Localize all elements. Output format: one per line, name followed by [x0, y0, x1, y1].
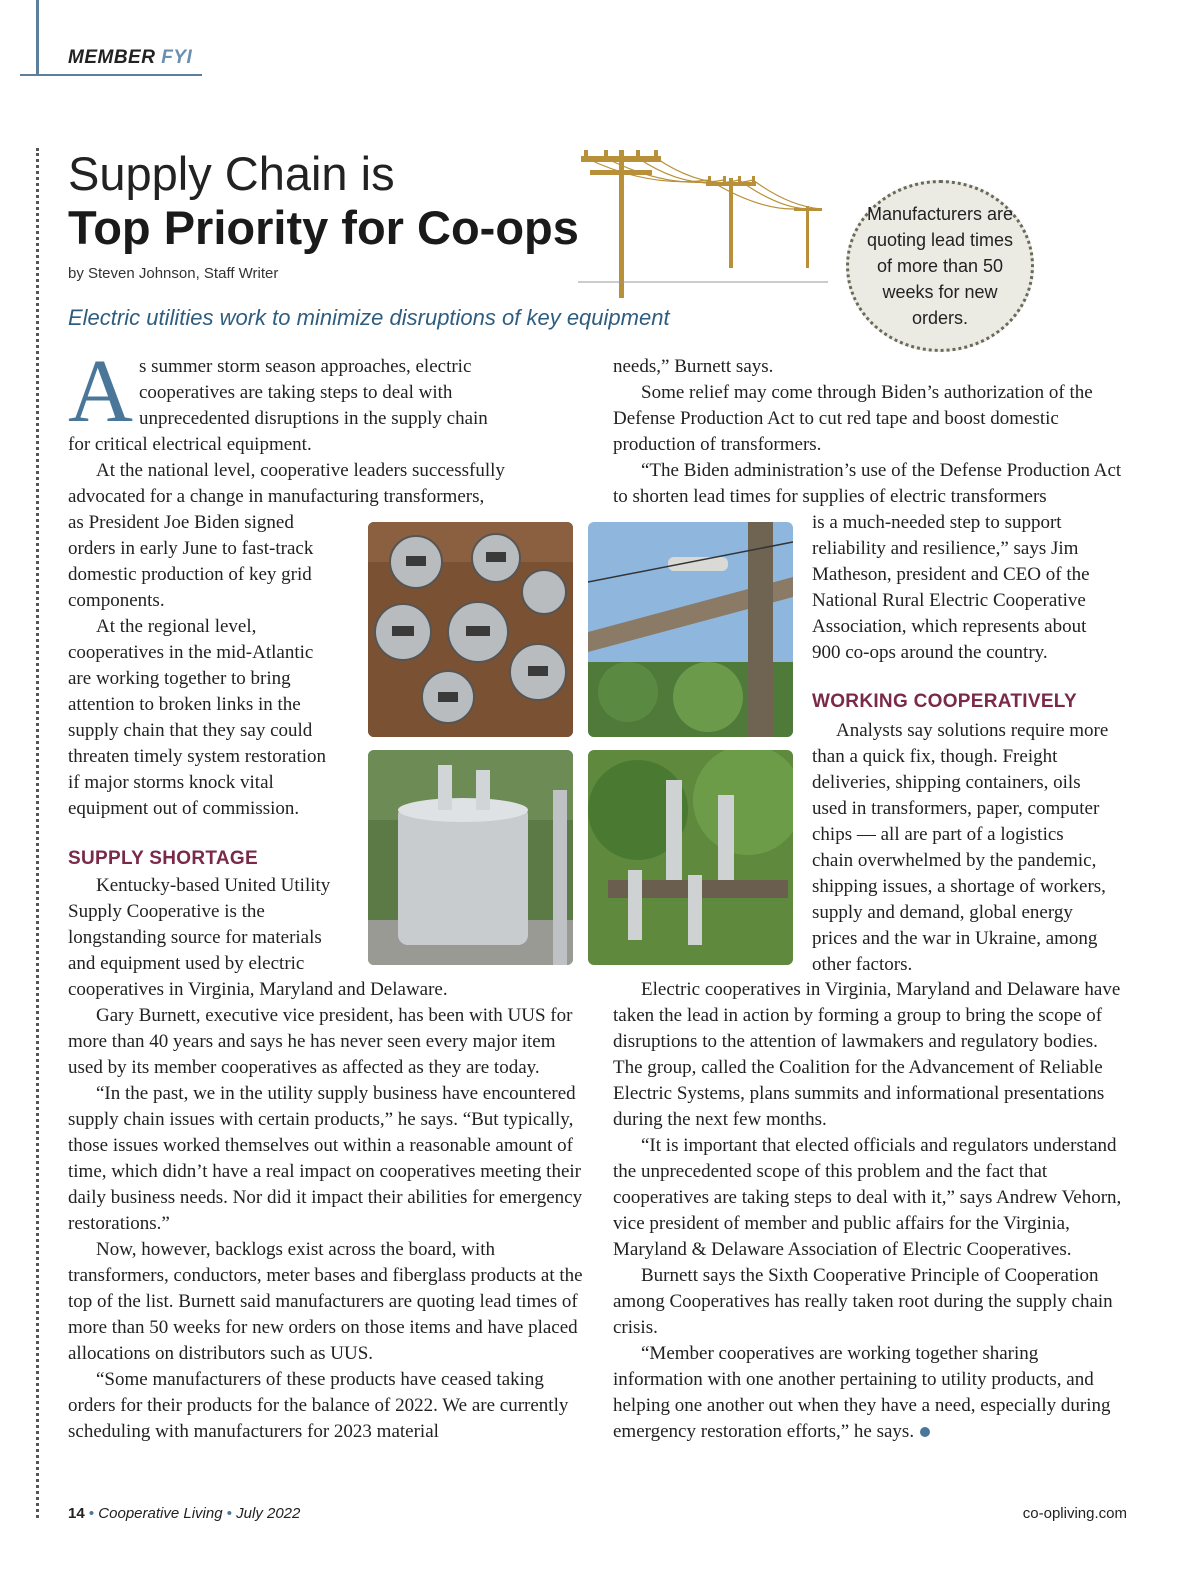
photo-utility-pole-crossarm: [588, 522, 793, 737]
column-1-wrap: as President Joe Biden signed orders in early June to fast-track domestic production of key grid components. At the regional level, cooperatives in the mid-Atlantic are working together to bring attention to broken links in the supply chain that they say could threaten timely system restoration if major storms knock vital equipment out of commission.: [68, 512, 327, 819]
paragraph: “In the past, we in the utility supply business have encountered supply chain issues with certain products,” he says. “But typically, those issues worked themselves out within a reasonable amount of time, which didn’t have a real impact on cooperatives meeting their daily business needs. Nor did it impact their abilities for emergency restorations.”: [68, 1083, 583, 1234]
paragraph: Some relief may come through Biden’s authorization of the Defense Production Act to cut red tape and boost domestic production of transformers.: [613, 382, 1093, 455]
left-dotted-rule: [36, 148, 39, 1518]
drop-cap: A: [68, 342, 133, 441]
paragraph: Gary Burnett, executive vice president, has been with UUS for more than 40 years and says he has never seen every major item used by its member cooperatives as affected as they are today.: [68, 1005, 573, 1078]
utility-poles-illustration: [578, 148, 838, 300]
header-rule-vertical: [36, 0, 39, 76]
section-heading-supply-shortage: SUPPLY SHORTAGE: [68, 848, 258, 869]
paragraph: Now, however, backlogs exist across the board, with transformers, conductors, meter bases and fiberglass products at the top of the list. Burnett said manufacturers are quoting lead times of more than 50 weeks for new orders on those items and have placed allocations on distributors such as UUS.: [68, 1239, 583, 1364]
headline-line-1: Supply Chain is: [68, 147, 395, 200]
column-1-top: [68, 432, 583, 510]
header-rule-horizontal: [20, 74, 202, 76]
paragraph: Electric cooperatives in Virginia, Maryland and Delaware have taken the lead in action by forming a group to bring the scope of disruptions to the attention of lawmakers and regulatory bodies. The group, called the Coalition for the Advancement of Reliable Electric Systems, plans summits and informational presentations during the next few months.: [613, 979, 1121, 1130]
lead-paragraph-indented: s summer storm season approaches, electric cooperatives are taking steps to deal with unprecedented disruptions in the supply chain: [139, 356, 488, 429]
photo-pole-insulators: [588, 750, 793, 965]
headline-line-2: Top Priority for Co-ops: [68, 201, 579, 254]
photo-pad-transformer: [368, 750, 573, 965]
paragraph: cooperatives in Virginia, Maryland and Delaware.: [68, 979, 448, 1000]
byline: by Steven Johnson, Staff Writer: [68, 265, 279, 282]
paragraph: Burnett says the Sixth Cooperative Principle of Cooperation among Cooperatives has really taken root during the supply chain crisis.: [613, 1265, 1113, 1338]
footer-folio: 14 • Cooperative Living • July 2022: [68, 1505, 301, 1522]
paragraph-final: “Member cooperatives are working together sharing information with one another pertaining to utility products, and helping one another out when they have a need, especially during emergency restoration efforts,” he says.: [613, 1343, 1111, 1442]
column-1-bottom: [68, 977, 583, 1445]
paragraph: “The Biden administration’s use of the Defense Production Act to shorten lead times for supplies of electric transformers: [613, 460, 1122, 507]
column-2-bottom: [613, 977, 1128, 1445]
column-2-wrap-2: Analysts say solutions require more than a quick fix, though. Freight deliveries, shipping containers, oils used in transformers, paper, computer chips — all are part of a logistics chain overwhelmed by the pandemic, shipping issues, a shortage of workers, supply and demand, global energy prices and the war in Ukraine, among other factors.: [812, 720, 1109, 975]
column-2-top: [613, 354, 1133, 510]
paragraph: needs,” Burnett says.: [613, 356, 774, 377]
column-1-wrap-2: Kentucky-based United Utility Supply Cooperative is the longstanding source for materials and equipment used by electric: [68, 875, 331, 974]
footer-website[interactable]: co-opliving.com: [1022, 1505, 1127, 1522]
paragraph: At the national level, cooperative leaders successfully advocated for a change in manufacturing transformers,: [68, 460, 505, 507]
lead-paragraph-tail: for critical electrical equipment.: [68, 434, 312, 455]
end-mark-icon: [920, 1427, 930, 1437]
photo-electric-meters: [368, 522, 573, 737]
section-heading-working-cooperatively: WORKING COOPERATIVELY: [812, 691, 1077, 712]
column-2-wrap: is a much-needed step to support reliability and resilience,” says Jim Matheson, president and CEO of the National Rural Electric Cooperative Association, which represents about 900 co-ops around the country.: [812, 512, 1090, 663]
paragraph: “It is important that elected officials and regulators understand the unprecedented scope of this problem and the fact that cooperatives are taking steps to deal with it,” says Andrew Vehorn, vice president of member and public affairs for the Virginia, Maryland & Delaware Association of Electric Cooperatives.: [613, 1135, 1122, 1260]
section-label: MEMBER FYI: [68, 47, 193, 68]
paragraph: “Some manufacturers of these products have ceased taking orders for their products for the balance of 2022. We are currently scheduling with manufacturers for 2023 material: [68, 1369, 569, 1442]
pull-quote-callout: Manufacturers are quoting lead times of more than 50 weeks for new orders.: [846, 180, 1034, 352]
subtitle: Electric utilities work to minimize disruptions of key equipment: [68, 305, 670, 330]
